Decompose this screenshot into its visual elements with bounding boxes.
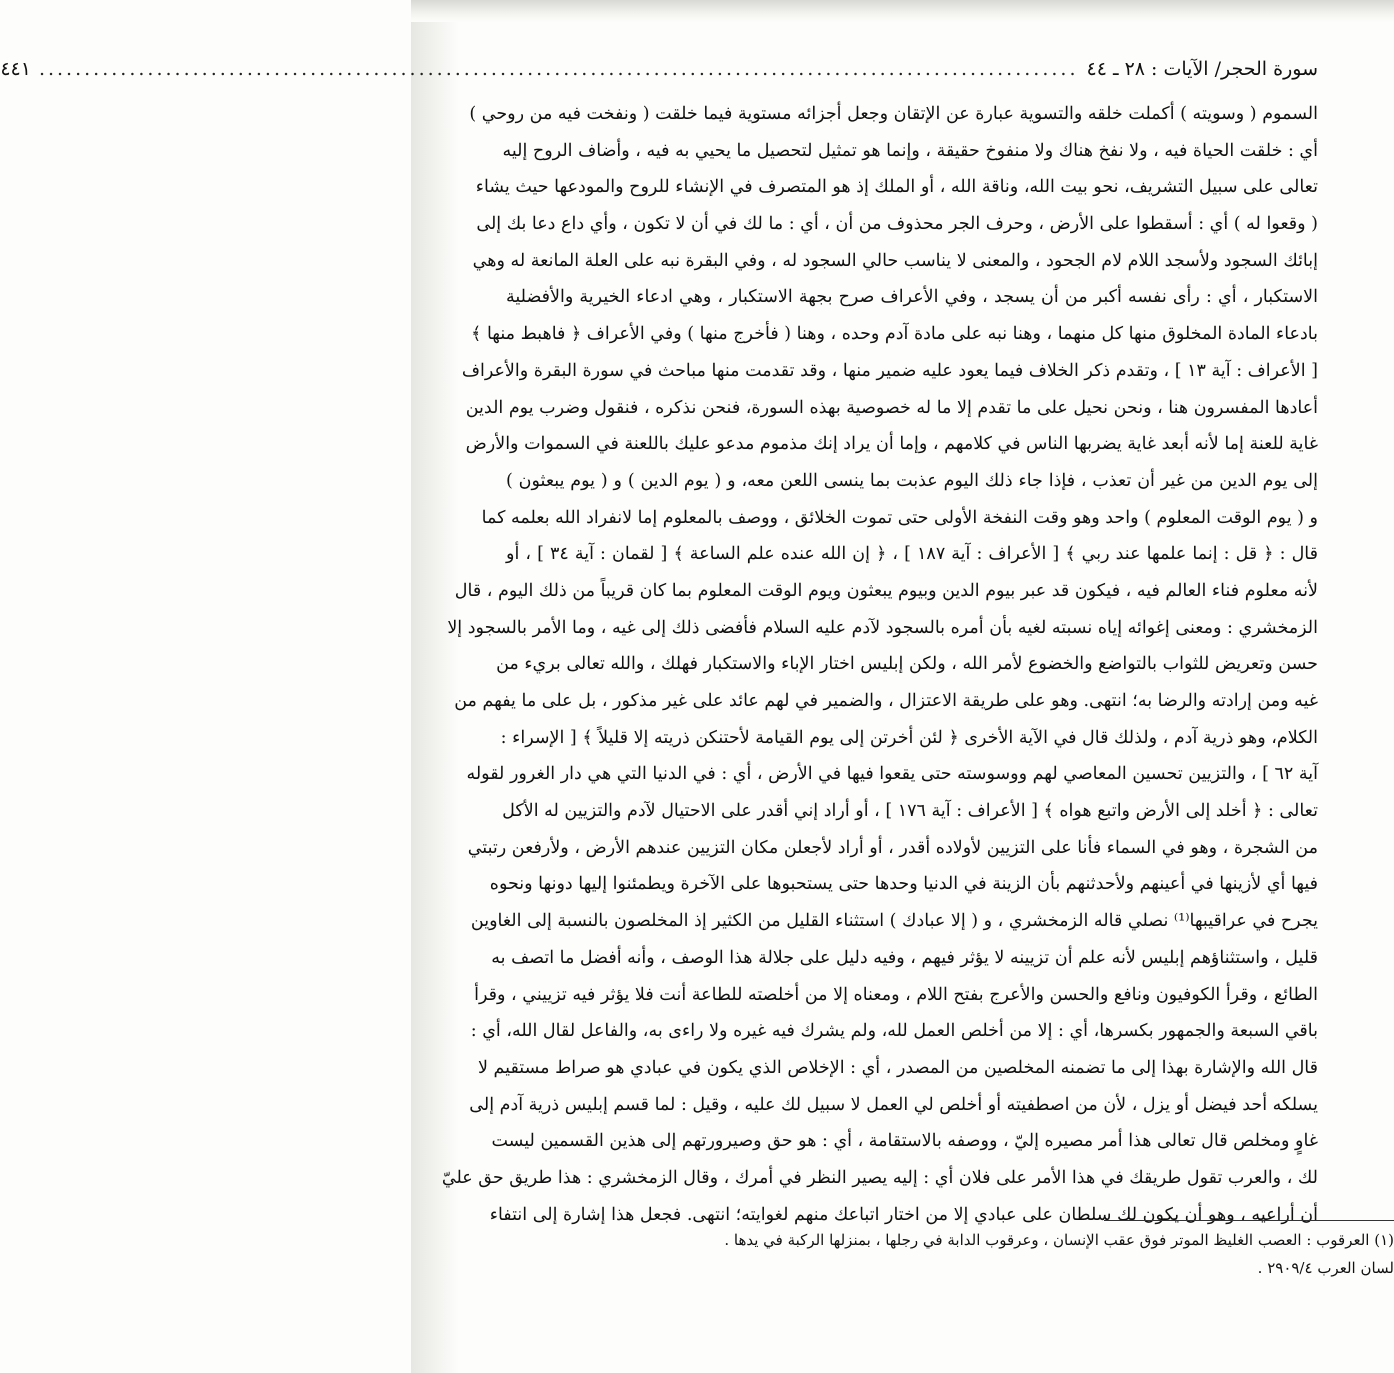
footnote-line: (١) العرقوب : العصب الغليظ الموتر فوق عقب الإنسان ، وعرقوب الدابة في رجلها ، بمنزلها الركبة في يدها . <box>724 1231 1394 1249</box>
text-line: لأنه معلوم فناء العالم فيه ، فيكون قد عبر بيوم الدين وبيوم يبعثون ويوم الوقت المعلوم بما كان قريباً من ذلك اليوم ، قال <box>454 580 1318 601</box>
text-line: أعادها المفسرون هنا ، ونحن نحيل على ما تقدم إلا ما له خصوصية بهذه السورة، فنحن نذكره ، فنقول وضرب يوم الدين <box>465 397 1318 418</box>
text-line: [ الأعراف : آية ١٣ ] ، وتقدم ذكر الخلاف فيما يعود عليه ضمير منها ، وقد تقدمت منها مباحث في سورة البقرة والأعراف <box>461 360 1318 381</box>
text-line: تعالى : ﴿ أخلد إلى الأرض واتبع هواه ﴾ [ الأعراف : آية ١٧٦ ] ، أو أراد إني أقدر على الاحتيال لآدم والتزيين له الأكل <box>502 801 1318 822</box>
text-line: فيها أي لأزينها في أعينهم ولأحدثنهم بأن الزينة في الدنيا وحدها حتى يستحبوها على الآخرة ويطمئنوا إليها دونها ونحوه <box>489 874 1318 895</box>
page-number: ٤٤١ <box>0 58 31 80</box>
footnotes <box>582 1226 1394 1282</box>
text-line: السموم ( وسويته ) أكملت خلقه والتسوية عبارة عن الإتقان وجعل أجزائه مستوية فيما خلقت ( ونفخت فيه من روحي ) <box>469 104 1318 124</box>
text-line: الزمخشري : ومعنى إغوائه إياه نسبته لغيه بأن أمره بالسجود لآدم عليه السلام فأفضى ذلك إلى غيه ، وما الأمر بالسجود إلا <box>447 617 1318 638</box>
text-line: الطائع ، وقرأ الكوفيون ونافع والحسن والأعرج بفتح اللام ، ومعناه إلا من أخلصته للطاعة أنت فلا يؤثر فيه تزييني ، وقرأ <box>474 984 1318 1005</box>
text-line: الاستكبار ، أي : رأى نفسه أكبر من أن يسجد ، وفي الأعراف صرح بجهة الاستكبار ، وهي ادعاء الخيرية والأفضلية <box>506 287 1318 308</box>
text-line: لك ، والعرب تقول طريقك في هذا الأمر على فلان أي : إليه يصير النظر في أمرك ، وقال الزمخشري : هذا طريق حق عليّ <box>441 1167 1318 1188</box>
text-line: غاية للعنة إما لأنه أبعد غاية يضربها الناس في كلامهم ، وإما أن يراد إنك مذموم مدعو عليك باللعنة في السموات والأرض <box>465 434 1318 455</box>
book-page <box>0 58 1318 1233</box>
main-text <box>441 96 1318 1233</box>
text-line: أي : خلقت الحياة فيه ، ولا نفخ هناك ولا منفوخ حقيقة ، وإنما هو تمثيل لتحصيل ما يحيي به فيه ، وأضاف الروح إليه <box>502 140 1318 161</box>
text-line: قال الله والإشارة بهذا إلى ما تضمنه المخلصين من المصدر ، أي : الإخلاص الذي يكون في عبادي هو صراط مستقيم لا <box>477 1057 1318 1078</box>
dot-leader: ................................................................................................................... <box>38 58 1079 80</box>
running-header <box>0 58 1318 92</box>
text-line: الكلام، وهو ذرية آدم ، ولذلك قال في الآية الأخرى ﴿ لئن أخرتن إلى يوم القيامة لأحتنكن ذريته إلا قليلاً ﴾ [ الإسراء : <box>500 727 1318 748</box>
text-line: قليل ، واستثناؤهم إبليس لأنه علم أن تزيينه لا يؤثر فيهم ، وفيه دليل على جلالة هذا الوصف ، وأنه أفضل ما اتصف به <box>491 947 1318 968</box>
footnote-separator <box>1104 1220 1394 1221</box>
text-line: غيه ومن إرادته والرضا به؛ انتهى. وهو على طريقة الاعتزال ، والضمير في لهم عائد على غير مذكور ، بل على ما يفهم من <box>454 691 1318 711</box>
text-line: يجرح في عراقيبها⁽¹⁾ نصلي قاله الزمخشري ، و ( إلا عبادك ) استثناء القليل من الكثير إذ المخلصون بالنسبة إلى الغاوين <box>470 911 1318 932</box>
text-line: بادعاء المادة المخلوق منها كل منهما ، وهنا نبه على مادة آدم وحده ، وهنا ( فأخرج منها ) وفي الأعراف ﴿ فاهبط منها ﴾ <box>471 324 1318 345</box>
scan-shadow-top <box>411 0 1394 22</box>
text-line: ( وقعوا له ) أي : أسقطوا على الأرض ، وحرف الجر محذوف من أن ، أي : ما لك في أن لا تكون ، وأي داع دعا بك إلى <box>476 214 1318 235</box>
running-title: سورة الحجر/ الآيات : ٢٨ ـ ٤٤ <box>1086 58 1318 80</box>
text-line: باقي السبعة والجمهور بكسرها، أي : إلا من أخلص العمل لله، ولم يشرك فيه غيره ولا راءى به، والفاعل لقال الله، أي : <box>470 1021 1318 1042</box>
text-line: قال : ﴿ قل : إنما علمها عند ربي ﴾ [ الأعراف : آية ١٨٧ ] ، ﴿ إن الله عنده علم الساعة ﴾ [ لقمان : آية ٣٤ ] ، أو <box>506 544 1318 565</box>
text-line: حسن وتعريض للثواب بالتواضع والخضوع لأمر الله ، ولكن إبليس اختار الإباء والاستكبار فهلك ، والله تعالى بريء من <box>496 654 1318 675</box>
footnote-line: لسان العرب ٢٩٠٩/٤ . <box>1257 1259 1394 1277</box>
text-line: إبائك السجود ولأسجد اللام لام الجحود ، والمعنى لا يناسب حالي السجود له ، وفي البقرة نبه على العلة المانعة له وهي <box>472 250 1318 271</box>
text-line: أن أراعيه ، وهو أن يكون لك سلطان على عبادي إلا من اختار اتباعك منهم لغوايته؛ انتهى. فجعل هذا إشارة إلى انتفاء <box>489 1204 1318 1225</box>
text-line: تعالى على سبيل التشريف، نحو بيت الله، وناقة الله ، أو الملك إذ هو المتصرف في الإنشاء للروح والمودعها حيث يشاء <box>475 177 1318 198</box>
text-line: يسلكه أحد فيضل أو يزل ، لأن من اصطفيته أو أخلص لي العمل لا سبيل لك عليه ، وقيل : لما قسم إبليس ذرية آدم إلى <box>469 1094 1318 1115</box>
text-line: آية ٦٢ ] ، والتزيين تحسين المعاصي لهم ووسوسته حتى يقعوا فيها في الأرض ، أي : في الدنيا التي هي دار الغرور لقوله <box>466 764 1318 785</box>
text-line: من الشجرة ، وهو في السماء فأنا على التزيين لأولاده أقدر ، أو أراد لأجعلن مكان التزيين عندهم الأرض ، ولأرفعن رتبتي <box>467 837 1318 858</box>
text-line: غاوٍ ومخلص قال تعالى هذا أمر مصيره إليّ ، ووصفه بالاستقامة ، أي : هو حق وصيرورتهم إلى هذين القسمين ليست <box>491 1131 1318 1152</box>
text-line: إلى يوم الدين من غير أن تعذب ، فإذا جاء ذلك اليوم عذبت بما ينسى اللعن معه، و ( يوم الدين ) و ( يوم يبعثون ) <box>506 470 1318 491</box>
text-line: و ( يوم الوقت المعلوم ) واحد وهو وقت النفخة الأولى حتى تموت الخلائق ، ووصف بالمعلوم إما لانفراد الله بعلمه كما <box>481 507 1318 528</box>
